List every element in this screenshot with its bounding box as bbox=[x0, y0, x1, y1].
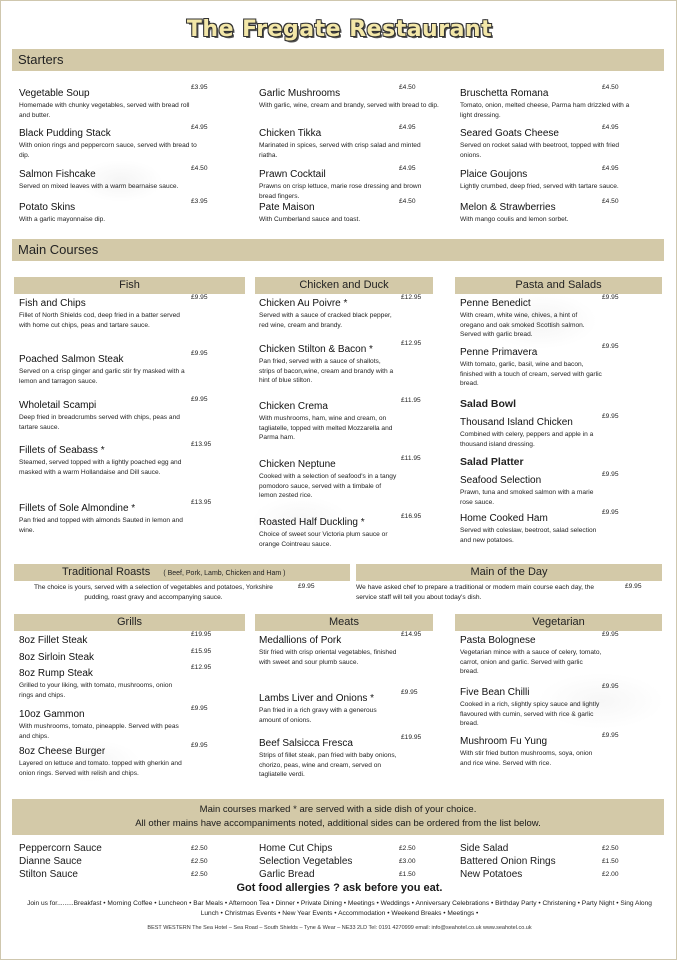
menu-item bbox=[259, 298, 397, 330]
menu-item bbox=[460, 513, 602, 545]
side-item-name: Peppercorn Sauce bbox=[19, 843, 102, 854]
menu-item bbox=[19, 298, 187, 330]
menu-item-price: £9.95 bbox=[401, 689, 418, 696]
menu-item-price: £14.95 bbox=[401, 631, 422, 638]
menu-item-price: £9.95 bbox=[602, 683, 619, 690]
chicken-duck-header: Chicken and Duck bbox=[255, 277, 433, 294]
menu-item-name: Fish and Chips bbox=[19, 298, 86, 309]
menu-item-name: 10oz Gammon bbox=[19, 709, 85, 720]
menu-item-description: With mango coulis and lemon sorbet. bbox=[460, 216, 569, 223]
menu-item bbox=[259, 635, 397, 667]
menu-item-description: Served on mixed leaves with a warm bearnaise sauce. bbox=[19, 183, 179, 190]
traditional-roasts-options: ( Beef, Pork, Lamb, Chicken and Ham ) bbox=[163, 570, 286, 577]
menu-item-name: Roasted Half Duckling * bbox=[259, 517, 365, 528]
menu-item-price: £9.95 bbox=[602, 631, 619, 638]
menu-item-description: Lightly crumbed, deep fried, served with tartare sauce. bbox=[460, 183, 619, 190]
menu-item-name: Chicken Neptune bbox=[259, 459, 336, 470]
menu-item bbox=[259, 693, 397, 725]
main-of-day-header: Main of the Day bbox=[356, 564, 662, 581]
menu-item-price: £9.95 bbox=[602, 509, 619, 516]
side-item-price: £2.50 bbox=[191, 845, 208, 852]
menu-item-price: £4.95 bbox=[399, 165, 416, 172]
menu-item-price: £16.95 bbox=[401, 513, 422, 520]
menu-item-description: With stir fried button mushrooms, soya, onion and rice wine. Served with rice. bbox=[460, 750, 593, 767]
menu-item bbox=[460, 298, 602, 340]
menu-item-description: Fillet of North Shields cod, deep fried in a batter served with home cut chips, peas and tartare sauce. bbox=[19, 312, 180, 329]
menu-item-name: Potato Skins bbox=[19, 202, 76, 213]
menu-item-description: With Cumberland sauce and toast. bbox=[259, 216, 361, 223]
side-dish-note bbox=[12, 799, 664, 835]
menu-item bbox=[19, 668, 187, 700]
menu-item-name: Chicken Au Poivre * bbox=[259, 298, 348, 309]
menu-item-price: £12.95 bbox=[191, 664, 212, 671]
side-item-name: Garlic Bread bbox=[259, 869, 315, 880]
allergy-notice: Got food allergies ? ask before you eat. bbox=[236, 882, 443, 894]
side-item-name: Battered Onion Rings bbox=[460, 856, 556, 867]
menu-item bbox=[259, 344, 397, 386]
menu-item-name: 8oz Rump Steak bbox=[19, 668, 93, 679]
menu-item-price: £9.95 bbox=[602, 413, 619, 420]
side-item-price: £2.50 bbox=[191, 858, 208, 865]
menu-item-description: With garlic, wine, cream and brandy, served with bread to dip. bbox=[259, 102, 439, 109]
menu-item bbox=[19, 88, 199, 120]
menu-item bbox=[19, 746, 187, 778]
menu-item bbox=[259, 459, 397, 501]
menu-item-description: Prawns on crisp lettuce, marie rose dressing and brown bread fingers. bbox=[259, 183, 422, 200]
menu-item-description: Served on rocket salad with beetroot, topped with fried onions. bbox=[460, 142, 620, 159]
grills-header: Grills bbox=[14, 614, 245, 631]
menu-item bbox=[259, 169, 439, 201]
traditional-roasts-desc: The choice is yours, served with a selection of vegetables and potatoes, Yorkshire pudding, roast gravy and accompanying sauce. bbox=[34, 584, 273, 601]
menu-item-description: With a garlic mayonnaise dip. bbox=[19, 216, 106, 223]
side-item-name: Side Salad bbox=[460, 843, 509, 854]
fish-header: Fish bbox=[14, 277, 245, 294]
note-line-1: Main courses marked * are served with a side dish of your choice. bbox=[199, 804, 477, 815]
menu-item-description: Vegetarian mince with a sauce of celery, tomato, carrot, onion and garlic. Served with garlic bread. bbox=[460, 649, 602, 675]
menu-item bbox=[460, 417, 602, 449]
traditional-roasts-title: Traditional Roasts bbox=[62, 566, 151, 578]
menu-item-price: £4.50 bbox=[399, 198, 416, 205]
menu-item bbox=[19, 709, 187, 741]
salad-platter-heading: Salad Platter bbox=[460, 456, 524, 468]
pasta-salads-header: Pasta and Salads bbox=[455, 277, 662, 294]
traditional-roasts-header bbox=[14, 564, 350, 581]
menu-item-price: £19.95 bbox=[401, 734, 422, 741]
note-line-2: All other mains have accompaniments noted, additional sides can be ordered from the list below. bbox=[135, 818, 541, 829]
meats-header: Meats bbox=[255, 614, 433, 631]
side-item-name: Selection Vegetables bbox=[259, 856, 353, 867]
menu-item-name: Prawn Cocktail bbox=[259, 169, 326, 180]
side-item-price: £1.50 bbox=[399, 871, 416, 878]
menu-item-description: With mushrooms, ham, wine and cream, on tagliatelle, topped with melted Mozzarella and Parma ham. bbox=[259, 415, 393, 441]
menu-item-name: Chicken Tikka bbox=[259, 128, 322, 139]
side-item-name: Home Cut Chips bbox=[259, 843, 333, 854]
menu-item-description: Pan fried, served with a sauce of shallots, strips of bacon,wine, cream and brandy with a hint of blue stilton. bbox=[259, 358, 394, 384]
menu-item-description: Prawn, tuna and smoked salmon with a marie rose sauce. bbox=[460, 489, 594, 506]
menu-item bbox=[259, 88, 439, 111]
menu-item-price: £12.95 bbox=[401, 340, 422, 347]
menu-item-description: Served with a sauce of cracked black pepper, red wine, cream and brandy. bbox=[259, 312, 392, 329]
menu-item-name: Black Pudding Stack bbox=[19, 128, 111, 139]
traditional-roasts-price: £9.95 bbox=[298, 583, 315, 590]
menu-item-description: Served on a crisp ginger and garlic stir fry masked with a lemon and tarragon sauce. bbox=[19, 368, 185, 385]
menu-item-description: Choice of sweet sour Victoria plum sauce or orange Cointreau sauce. bbox=[259, 531, 388, 548]
side-item-price: £2.00 bbox=[602, 871, 619, 878]
menu-item-price: £9.95 bbox=[191, 350, 208, 357]
menu-item bbox=[460, 347, 602, 389]
side-item-name: Stilton Sauce bbox=[19, 869, 78, 880]
menu-item bbox=[19, 400, 187, 432]
menu-item bbox=[460, 88, 640, 120]
menu-item-name: Seared Goats Cheese bbox=[460, 128, 559, 139]
menu-item-name: Thousand Island Chicken bbox=[460, 417, 573, 428]
menu-item-price: £4.95 bbox=[191, 124, 208, 131]
menu-item-price: £9.95 bbox=[602, 471, 619, 478]
menu-item-name: Fillets of Sole Almondine * bbox=[19, 503, 136, 514]
menu-item-name: Pasta Bolognese bbox=[460, 635, 536, 646]
menu-item-price: £11.95 bbox=[401, 397, 421, 404]
side-item-price: £1.50 bbox=[602, 858, 619, 865]
menu-item bbox=[19, 635, 187, 647]
menu-item bbox=[19, 354, 187, 386]
menu-item-price: £4.50 bbox=[399, 84, 416, 91]
menu-item-name: Penne Benedict bbox=[460, 298, 531, 309]
menu-item bbox=[19, 128, 199, 160]
menu-item bbox=[460, 475, 602, 507]
menu-item-price: £13.95 bbox=[191, 441, 212, 448]
menu-item-description: Strips of fillet steak, pan fried with baby onions, chorizo, peas, wine and cream, served on tagliatelle verdi. bbox=[259, 752, 397, 778]
menu-item-name: 8oz Cheese Burger bbox=[19, 746, 106, 757]
vegetarian-header: Vegetarian bbox=[455, 614, 662, 631]
menu-item-description: Stir fried with crisp oriental vegetables, finished with sweet and sour plumb sauce. bbox=[259, 649, 397, 666]
menu-item-name: Poached Salmon Steak bbox=[19, 354, 124, 365]
menu-item-price: £4.50 bbox=[602, 84, 619, 91]
menu-item-name: Home Cooked Ham bbox=[460, 513, 548, 524]
side-item-price: £2.50 bbox=[399, 845, 416, 852]
menu-item-description: Pan fried in a rich gravy with a generous amount of onions. bbox=[259, 707, 377, 724]
starters-header: Starters bbox=[12, 49, 664, 71]
menu-item-description: Pan fried and topped with almonds Sauted in lemon and wine. bbox=[19, 517, 183, 534]
menu-item bbox=[460, 736, 602, 768]
side-item-price: £2.50 bbox=[191, 871, 208, 878]
menu-item-description: Homemade with chunky vegetables, served with bread roll and butter. bbox=[19, 102, 190, 119]
main-courses-header: Main Courses bbox=[12, 239, 664, 261]
menu-item-price: £9.95 bbox=[602, 732, 619, 739]
menu-item-name: Salmon Fishcake bbox=[19, 169, 96, 180]
restaurant-title: The Fregate Restaurant bbox=[186, 17, 493, 42]
menu-item-price: £9.95 bbox=[191, 294, 208, 301]
menu-item-price: £11.95 bbox=[401, 455, 421, 462]
side-item-price: £3.00 bbox=[399, 858, 416, 865]
menu-item-description: With mushrooms, tomato, pineapple. Served with peas and chips. bbox=[19, 723, 179, 740]
menu-item-price: £4.95 bbox=[602, 165, 619, 172]
menu-item bbox=[259, 202, 439, 225]
menu-item-price: £12.95 bbox=[401, 294, 422, 301]
main-of-day-desc: We have asked chef to prepare a traditional or modern main course each day, the service staff will tell you about today's dish. bbox=[356, 584, 594, 601]
salad-bowl-heading: Salad Bowl bbox=[460, 398, 517, 410]
menu-item-name: Garlic Mushrooms bbox=[259, 88, 341, 99]
main-of-day-price: £9.95 bbox=[625, 583, 642, 590]
menu-item-description: Layered on lettuce and tomato. topped with gherkin and onion rings. Served with relish and chips. bbox=[19, 760, 182, 777]
menu-item-name: Fillets of Seabass * bbox=[19, 445, 105, 456]
menu-item-price: £4.50 bbox=[602, 198, 619, 205]
side-item-name: Dianne Sauce bbox=[19, 856, 82, 867]
menu-item-price: £3.95 bbox=[191, 198, 208, 205]
menu-item-name: Medallions of Pork bbox=[259, 635, 342, 646]
menu-item-name: Beef Salsicca Fresca bbox=[259, 738, 353, 749]
menu-item bbox=[460, 202, 640, 225]
hotel-footer: BEST WESTERN The Sea Hotel – Sea Road – South Shields – Tyne & Wear – NE33 2LD Tel: 0191 4270999 email: info@seahotel.co.uk www.seahotel.co.uk bbox=[147, 925, 532, 931]
menu-item-name: 8oz Fillet Steak bbox=[19, 635, 88, 646]
menu-item-name: Lambs Liver and Onions * bbox=[259, 693, 375, 704]
menu-item-price: £13.95 bbox=[191, 499, 212, 506]
menu-item-price: £9.95 bbox=[191, 396, 208, 403]
menu-item-name: Chicken Crema bbox=[259, 401, 328, 412]
menu-item-price: £9.95 bbox=[602, 343, 619, 350]
side-item-price: £2.50 bbox=[602, 845, 619, 852]
menu-item-description: Served with coleslaw, beetroot, salad selection and new potatoes. bbox=[460, 527, 597, 544]
menu-item-name: Wholetail Scampi bbox=[19, 400, 97, 411]
menu-item-name: Vegetable Soup bbox=[19, 88, 90, 99]
menu-item-description: With onion rings and peppercorn sauce, served with bread to dip. bbox=[19, 142, 197, 159]
menu-item bbox=[259, 738, 397, 780]
menu-item-price: £9.95 bbox=[191, 705, 208, 712]
menu-item-description: Combined with celery, peppers and apple in a thousand island dressing. bbox=[460, 431, 594, 448]
menu-item bbox=[19, 445, 187, 477]
menu-item-description: Grilled to your liking, with tomato, mushrooms, onion rings and chips. bbox=[19, 682, 173, 699]
menu-item-name: Penne Primavera bbox=[460, 347, 538, 358]
menu-item-price: £9.95 bbox=[191, 742, 208, 749]
menu-item-price: £4.95 bbox=[399, 124, 416, 131]
menu-item-description: Steamed, served topped with a lightly poached egg and masked with a warm Hollandaise and Dill sauce. bbox=[19, 459, 182, 476]
menu-item bbox=[19, 169, 199, 192]
join-us-text: Join us for.........Breakfast • Morning Coffee • Luncheon • Bar Meals • Afternoon Tea • Dinner • Private Dining • Meetings • Weddings • Anniversary Celebrations • Birthday Party • Christening • Party Night • Sing Along Lunch • Christmas Events • New Year Events • Accommodation • Weekend Breaks • Meetings • bbox=[27, 900, 652, 917]
menu-item-description: Tomato, onion, melted cheese, Parma ham drizzled with a light dressing. bbox=[460, 102, 630, 119]
menu-item bbox=[259, 517, 397, 549]
menu-item-name: Pate Maison bbox=[259, 202, 315, 213]
menu-item-name: Melon & Strawberries bbox=[460, 202, 556, 213]
menu-item-name: Mushroom Fu Yung bbox=[460, 736, 548, 747]
menu-item-description: Deep fried in breadcrumbs served with chips, peas and tartare sauce. bbox=[19, 414, 180, 431]
menu-item-description: Cooked with a selection of seafood's in a tangy pomodoro sauce, served with a timbale of lemon zested rice. bbox=[259, 473, 397, 499]
menu-item-price: £15.95 bbox=[191, 648, 212, 655]
menu-item bbox=[460, 635, 602, 677]
menu-item-price: £9.95 bbox=[602, 294, 619, 301]
menu-item bbox=[259, 128, 439, 160]
menu-item-description: Cooked in a rich, slightly spicy sauce and lightly flavoured with cumin, served with rice & garlic bread. bbox=[460, 701, 600, 727]
menu-item-name: Five Bean Chilli bbox=[460, 687, 530, 698]
menu-item-name: Plaice Goujons bbox=[460, 169, 528, 180]
menu-item bbox=[19, 202, 199, 225]
menu-item-name: 8oz Sirloin Steak bbox=[19, 652, 95, 663]
menu-item-price: £19.95 bbox=[191, 631, 212, 638]
menu-item-price: £4.50 bbox=[191, 165, 208, 172]
menu-item bbox=[460, 169, 640, 192]
side-item-name: New Potatoes bbox=[460, 869, 523, 880]
menu-item-name: Chicken Stilton & Bacon * bbox=[259, 344, 373, 355]
menu-item bbox=[19, 652, 187, 664]
menu-item-price: £3.95 bbox=[191, 84, 208, 91]
menu-item bbox=[460, 128, 640, 160]
menu-item-price: £4.95 bbox=[602, 124, 619, 131]
menu-item bbox=[259, 401, 397, 443]
menu-item-name: Seafood Selection bbox=[460, 475, 542, 486]
menu-item bbox=[460, 687, 602, 729]
menu-item-description: With tomato, garlic, basil, wine and bacon, finished with a touch of cream, served with garlic bread. bbox=[460, 361, 602, 387]
menu-item-description: With cream, white wine, chives, a hint of oregano and oak smoked Scottish salmon. Served with garlic bread. bbox=[460, 312, 585, 338]
menu-item-description: Marinated in spices, served with crisp salad and minted riatha. bbox=[259, 142, 421, 159]
menu-item bbox=[19, 503, 187, 535]
menu-item-name: Bruschetta Romana bbox=[460, 88, 549, 99]
